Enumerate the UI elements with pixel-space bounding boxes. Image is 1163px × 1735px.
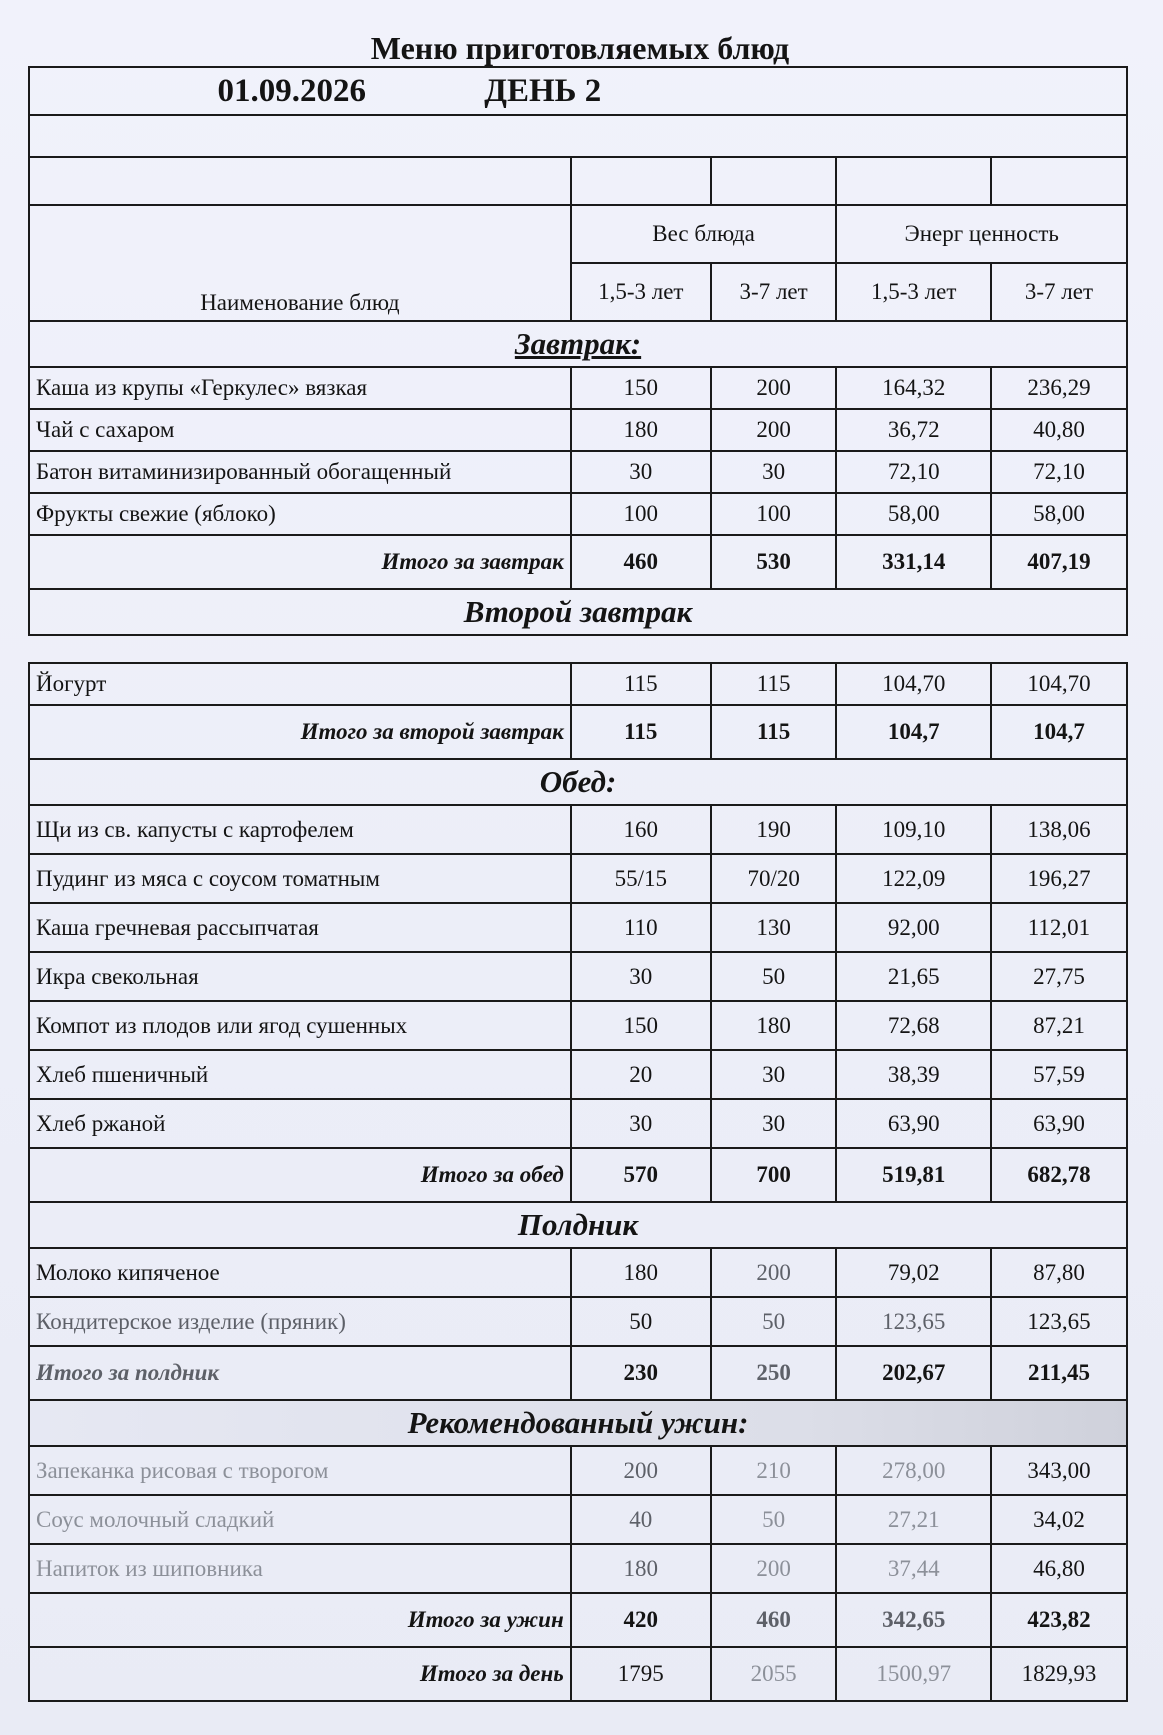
- total-energy-age1: 202,67: [836, 1346, 990, 1400]
- total-label: Итого за полдник: [29, 1346, 571, 1400]
- dish-name: Кондитерское изделие (пряник): [29, 1297, 571, 1346]
- weight-age1: 40: [571, 1495, 711, 1544]
- total-weight-age2: 2055: [711, 1647, 837, 1701]
- energy-age2: 123,65: [991, 1297, 1127, 1346]
- energy-age1: 104,70: [836, 663, 990, 705]
- energy-age2: 63,90: [991, 1099, 1127, 1148]
- total-label: Итого за второй завтрак: [29, 705, 571, 759]
- section-title: Завтрак:: [514, 326, 642, 361]
- column-header-name: Наименование блюд: [29, 205, 571, 321]
- weight-age2: 200: [711, 367, 837, 409]
- weight-age2: 50: [711, 952, 837, 1001]
- total-energy-age2: 682,78: [991, 1148, 1127, 1202]
- total-label: Итого за день: [29, 1647, 571, 1701]
- weight-age1: 30: [571, 1099, 711, 1148]
- table-row: [29, 805, 1127, 854]
- energy-age1: 36,72: [836, 409, 990, 451]
- dish-name: Компот из плодов или ягод сушенных: [29, 1001, 571, 1050]
- energy-age2: 87,21: [991, 1001, 1127, 1050]
- total-energy-age2: 211,45: [991, 1346, 1127, 1400]
- total-energy-age2: 1829,93: [991, 1647, 1127, 1701]
- weight-age1: 115: [571, 663, 711, 705]
- weight-age2: 180: [711, 1001, 837, 1050]
- total-weight-age2: 460: [711, 1593, 837, 1647]
- energy-age2: 72,10: [991, 451, 1127, 493]
- energy-age1: 21,65: [836, 952, 990, 1001]
- weight-age2: 200: [711, 1248, 837, 1297]
- total-label: Итого за ужин: [29, 1593, 571, 1647]
- weight-age1: 180: [571, 409, 711, 451]
- energy-age2: 343,00: [991, 1446, 1127, 1495]
- table-row: [29, 903, 1127, 952]
- table-row: [29, 1050, 1127, 1099]
- weight-age2: 50: [711, 1297, 837, 1346]
- total-row: [29, 535, 1127, 589]
- blank-grid-row: [29, 157, 1127, 205]
- energy-age2: 27,75: [991, 952, 1127, 1001]
- total-weight-age1: 460: [571, 535, 711, 589]
- dish-name: Батон витаминизированный обогащенный: [29, 451, 571, 493]
- total-weight-age1: 1795: [571, 1647, 711, 1701]
- weight-age1: 20: [571, 1050, 711, 1099]
- weight-age2: 130: [711, 903, 837, 952]
- energy-age2: 58,00: [991, 493, 1127, 535]
- weight-age2: 100: [711, 493, 837, 535]
- menu-table: [28, 66, 1128, 1702]
- table-row: [29, 854, 1127, 903]
- date-row: [29, 67, 1127, 115]
- table-row: [29, 493, 1127, 535]
- menu-date: 01.09.2026: [217, 72, 366, 109]
- total-label: Итого за обед: [29, 1148, 571, 1202]
- weight-age1: 50: [571, 1297, 711, 1346]
- menu-day: ДЕНЬ 2: [484, 72, 602, 109]
- weight-age2: 70/20: [711, 854, 837, 903]
- energy-age1: 72,68: [836, 1001, 990, 1050]
- energy-age1: 122,09: [836, 854, 990, 903]
- total-row: [29, 705, 1127, 759]
- total-weight-age1: 570: [571, 1148, 711, 1202]
- column-header-weight-age1: 1,5-3 лет: [571, 263, 711, 321]
- table-row: [29, 367, 1127, 409]
- energy-age2: 40,80: [991, 409, 1127, 451]
- total-weight-age2: 115: [711, 705, 837, 759]
- total-energy-age1: 519,81: [836, 1148, 990, 1202]
- weight-age2: 115: [711, 663, 837, 705]
- total-weight-age1: 115: [571, 705, 711, 759]
- weight-age1: 100: [571, 493, 711, 535]
- table-row: [29, 952, 1127, 1001]
- table-row: [29, 1297, 1127, 1346]
- energy-age1: 278,00: [836, 1446, 990, 1495]
- dish-name: Пудинг из мяса с соусом томатным: [29, 854, 571, 903]
- section-second-breakfast: [29, 589, 1127, 635]
- column-header-weight: Вес блюда: [571, 205, 837, 263]
- energy-age2: 196,27: [991, 854, 1127, 903]
- total-weight-age2: 700: [711, 1148, 837, 1202]
- total-energy-age1: 331,14: [836, 535, 990, 589]
- table-row: [29, 1495, 1127, 1544]
- weight-age1: 180: [571, 1544, 711, 1593]
- section-title: Полдник: [29, 1202, 1127, 1248]
- table-row: [29, 1248, 1127, 1297]
- weight-age1: 150: [571, 1001, 711, 1050]
- section-title: Обед:: [29, 759, 1127, 805]
- weight-age2: 200: [711, 1544, 837, 1593]
- page-title: Меню приготовляемых блюд: [370, 30, 790, 66]
- table-row: [29, 1446, 1127, 1495]
- weight-age1: 30: [571, 952, 711, 1001]
- energy-age2: 46,80: [991, 1544, 1127, 1593]
- table-row: [29, 1544, 1127, 1593]
- weight-age2: 190: [711, 805, 837, 854]
- table-row: [29, 1099, 1127, 1148]
- total-row: [29, 1148, 1127, 1202]
- weight-age1: 30: [571, 451, 711, 493]
- weight-age1: 180: [571, 1248, 711, 1297]
- energy-age1: 37,44: [836, 1544, 990, 1593]
- energy-age2: 87,80: [991, 1248, 1127, 1297]
- dish-name: Икра свекольная: [29, 952, 571, 1001]
- weight-age1: 160: [571, 805, 711, 854]
- energy-age1: 79,02: [836, 1248, 990, 1297]
- dish-name: Хлеб пшеничный: [29, 1050, 571, 1099]
- column-header-energy-age2: 3-7 лет: [991, 263, 1127, 321]
- section-title: Рекомендованный ужин:: [29, 1400, 1127, 1446]
- energy-age1: 123,65: [836, 1297, 990, 1346]
- total-energy-age2: 104,7: [991, 705, 1127, 759]
- section-title: Второй завтрак: [29, 589, 1127, 635]
- total-weight-age2: 530: [711, 535, 837, 589]
- weight-age1: 110: [571, 903, 711, 952]
- energy-age1: 72,10: [836, 451, 990, 493]
- dish-name: Каша гречневая рассыпчатая: [29, 903, 571, 952]
- energy-age2: 112,01: [991, 903, 1127, 952]
- dish-name: Щи из св. капусты с картофелем: [29, 805, 571, 854]
- total-energy-age2: 423,82: [991, 1593, 1127, 1647]
- column-header-energy-age1: 1,5-3 лет: [836, 263, 990, 321]
- dish-name: Напиток из шиповника: [29, 1544, 571, 1593]
- energy-age1: 109,10: [836, 805, 990, 854]
- dish-name: Чай с сахаром: [29, 409, 571, 451]
- weight-age2: 30: [711, 1099, 837, 1148]
- total-row: [29, 1346, 1127, 1400]
- energy-age2: 236,29: [991, 367, 1127, 409]
- weight-age1: 200: [571, 1446, 711, 1495]
- column-header-energy: Энерг ценность: [836, 205, 1127, 263]
- total-row: [29, 1593, 1127, 1647]
- dish-name: Каша из крупы «Геркулес» вязкая: [29, 367, 571, 409]
- section-dinner: [29, 1400, 1127, 1446]
- energy-age2: 57,59: [991, 1050, 1127, 1099]
- column-header-weight-age2: 3-7 лет: [711, 263, 837, 321]
- energy-age1: 164,32: [836, 367, 990, 409]
- table-row: [29, 451, 1127, 493]
- section-breakfast: [29, 321, 1127, 367]
- total-energy-age1: 1500,97: [836, 1647, 990, 1701]
- dish-name: Соус молочный сладкий: [29, 1495, 571, 1544]
- spacer-row: [29, 635, 1127, 663]
- section-lunch: [29, 759, 1127, 805]
- total-weight-age2: 250: [711, 1346, 837, 1400]
- weight-age2: 200: [711, 409, 837, 451]
- header-row-groups: [29, 205, 1127, 263]
- energy-age1: 63,90: [836, 1099, 990, 1148]
- energy-age2: 104,70: [991, 663, 1127, 705]
- dish-name: Йогурт: [29, 663, 571, 705]
- dish-name: Молоко кипяченое: [29, 1248, 571, 1297]
- dish-name: Фрукты свежие (яблоко): [29, 493, 571, 535]
- dish-name: Запеканка рисовая с творогом: [29, 1446, 571, 1495]
- energy-age2: 34,02: [991, 1495, 1127, 1544]
- table-row: [29, 409, 1127, 451]
- weight-age1: 150: [571, 367, 711, 409]
- total-weight-age1: 230: [571, 1346, 711, 1400]
- table-row: [29, 1001, 1127, 1050]
- total-energy-age1: 342,65: [836, 1593, 990, 1647]
- total-label: Итого за завтрак: [29, 535, 571, 589]
- energy-age1: 38,39: [836, 1050, 990, 1099]
- weight-age2: 30: [711, 1050, 837, 1099]
- total-weight-age1: 420: [571, 1593, 711, 1647]
- day-total-row: [29, 1647, 1127, 1701]
- energy-age2: 138,06: [991, 805, 1127, 854]
- energy-age1: 58,00: [836, 493, 990, 535]
- section-snack: [29, 1202, 1127, 1248]
- weight-age2: 30: [711, 451, 837, 493]
- table-row: [29, 663, 1127, 705]
- weight-age2: 210: [711, 1446, 837, 1495]
- weight-age2: 50: [711, 1495, 837, 1544]
- total-energy-age2: 407,19: [991, 535, 1127, 589]
- energy-age1: 92,00: [836, 903, 990, 952]
- dish-name: Хлеб ржаной: [29, 1099, 571, 1148]
- weight-age1: 55/15: [571, 854, 711, 903]
- energy-age1: 27,21: [836, 1495, 990, 1544]
- blank-row: [29, 115, 1127, 157]
- total-energy-age1: 104,7: [836, 705, 990, 759]
